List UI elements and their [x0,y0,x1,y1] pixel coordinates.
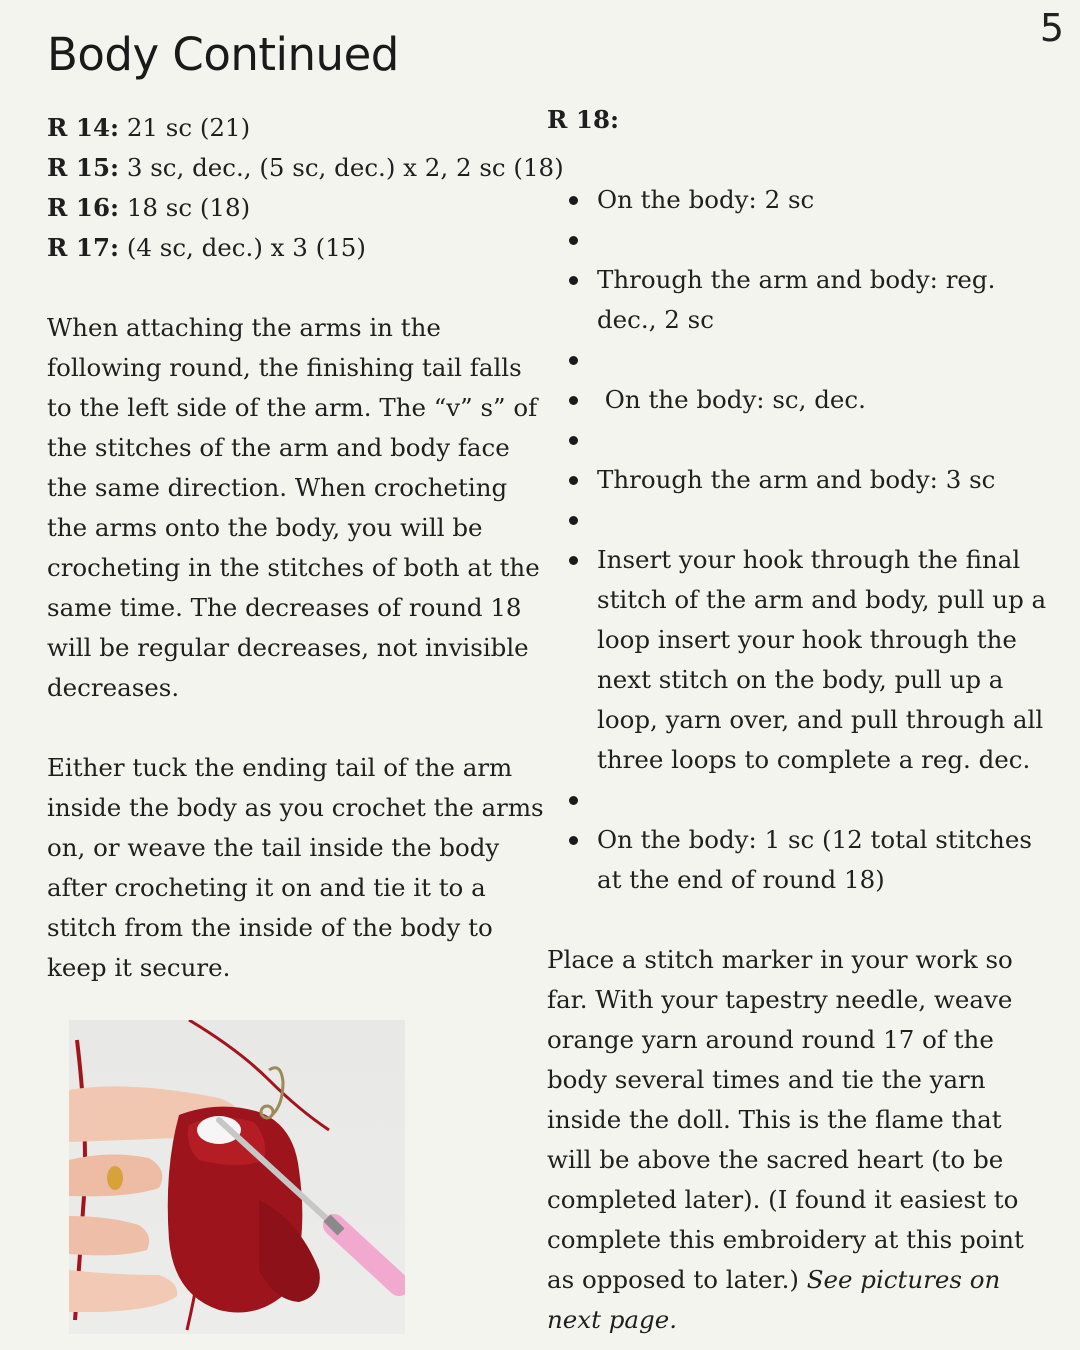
step-item: Insert your hook through the final stitch of the arm and body, pull up a loop insert your hook through the next stitch on the body, pull up a loop, yarn over, and pull through all three loops to complete a reg. dec. [547,540,1047,780]
page-number: 5 [1039,6,1064,50]
stitch-marker-paragraph: Place a stitch marker in your work so far. With your tapestry needle, weave orange yarn around round 17 of the body several times and tie the yarn inside the doll. This is the flame that will be above the sacred heart (to be completed later). (I found it easiest to complete this embroidery at this point as opposed to later.) See pictures on next page. [547,945,1024,1334]
step-item: On the body: sc, dec. [547,380,1047,420]
round-18-steps [547,180,1047,900]
round-15: R 15: 3 sc, dec., (5 sc, dec.) x 2, 2 sc (18) [47,153,564,182]
round-16: R 16: 18 sc (18) [47,193,251,222]
crochet-photo [69,1020,405,1334]
step-item: Through the arm and body: 3 sc [547,460,1047,500]
left-column [47,108,564,988]
page-title: Body Continued [47,28,399,81]
round-18-heading: R 18: [547,105,620,134]
step-item: Through the arm and body: reg. dec., 2 sc [547,260,1047,340]
arm-tail-paragraph: Either tuck the ending tail of the arm inside the body as you crochet the arms on, or weave the tail inside the body after crocheting it on and tie it to a stitch from the inside of the body to keep it secure. [47,753,544,982]
step-item: On the body: 1 sc (12 total stitches at the end of round 18) [547,820,1047,900]
step-item: On the body: 2 sc [547,180,1047,220]
right-column [547,100,1047,1340]
next-page-note: See pictures on next page. [547,1265,1001,1334]
crochet-illustration [69,1020,405,1334]
round-17: R 17: (4 sc, dec.) x 3 (15) [47,233,366,262]
attach-arms-paragraph: When attaching the arms in the following round, the finishing tail falls to the left side of the arm. The “v” s” of the stitches of the arm and body face the same direction. When crocheting the arms onto the body, you will be crocheting in the stitches of both at the same time. The decreases of round 18 will be regular decreases, not invisible decreases. [47,313,540,702]
round-14: R 14: 21 sc (21) [47,113,251,142]
